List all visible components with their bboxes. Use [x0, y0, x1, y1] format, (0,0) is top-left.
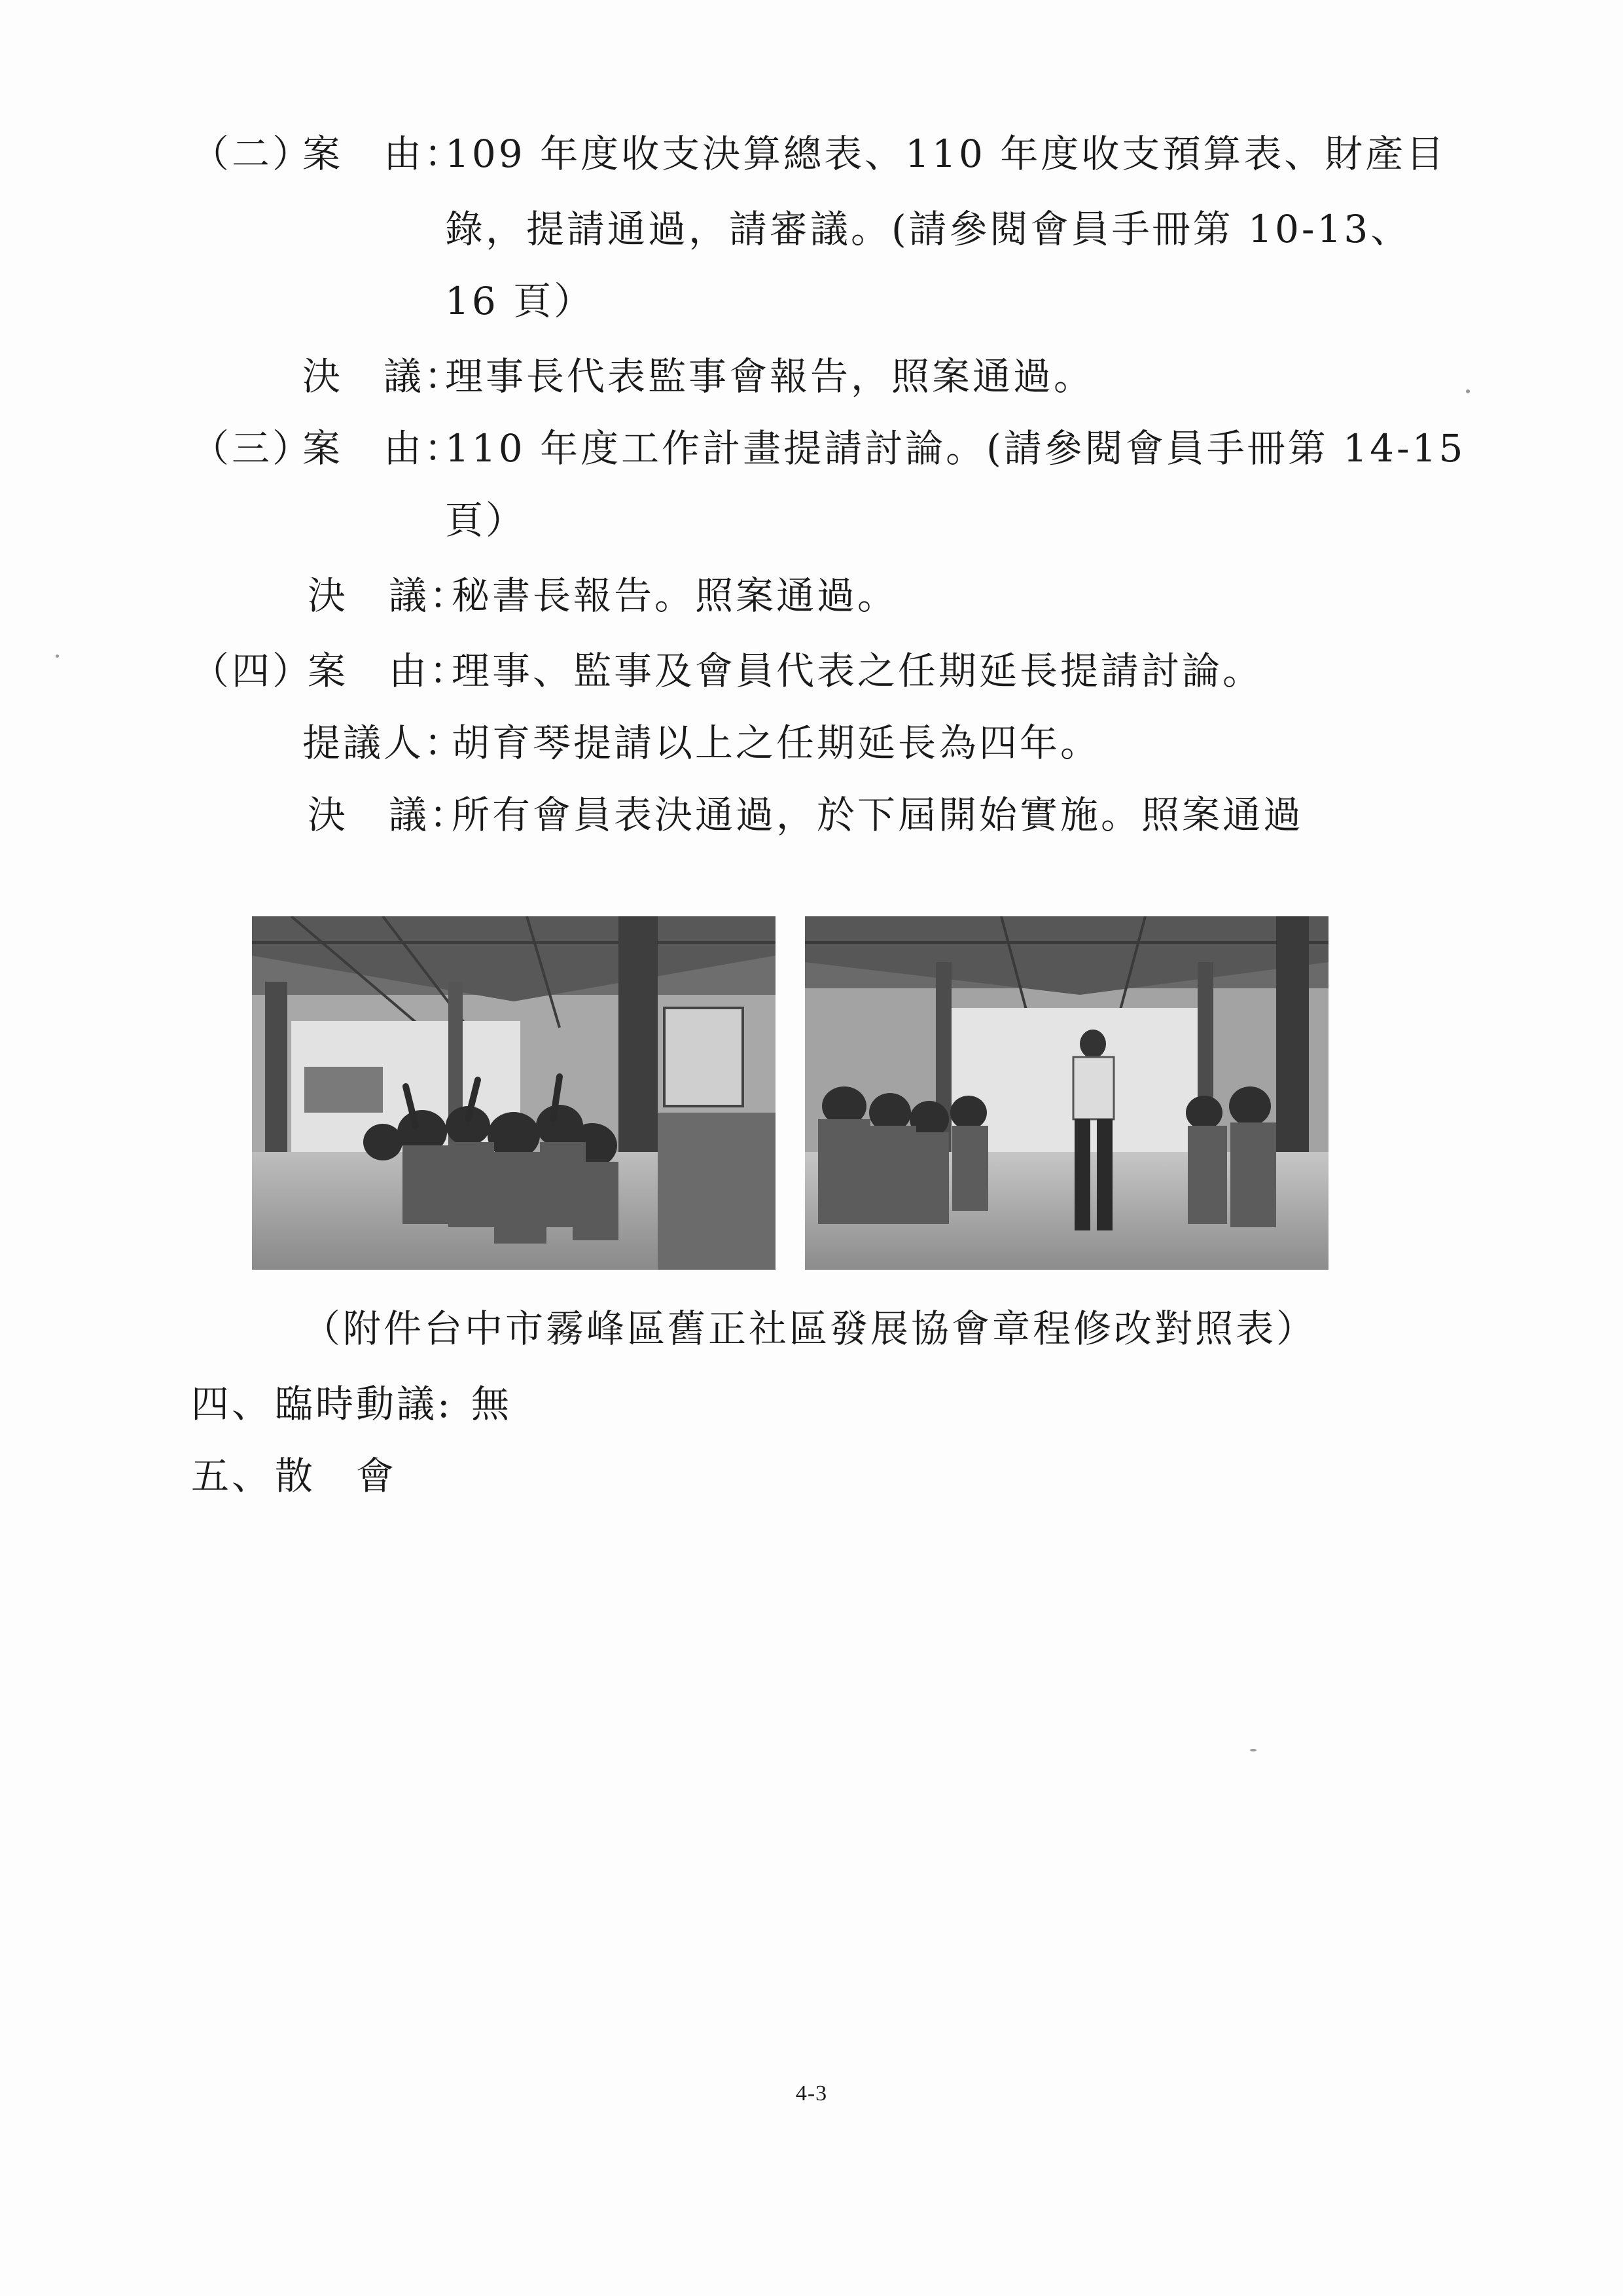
scan-speck — [56, 655, 59, 658]
meeting-photo-left — [252, 916, 776, 1270]
item-4-case-label: 案 由： — [308, 649, 471, 693]
item-4-resolution-label: 決 議： — [308, 793, 471, 837]
section-4-number: 四、 — [191, 1382, 273, 1426]
page-number: 4-3 — [795, 2081, 828, 2106]
item-2-case-label: 案 由： — [302, 132, 465, 176]
item-2-case-line-1: 109 年度收支決算總表、110 年度收支預算表、財產目 — [445, 132, 1447, 176]
item-4-proposer-text: 胡育琴提請以上之任期延長為四年。 — [452, 721, 1101, 765]
item-2-number: （二） — [191, 132, 313, 176]
item-4-proposer-label: 提議人： — [302, 721, 465, 765]
section-4-value: 無 — [471, 1382, 512, 1426]
item-3-resolution-label: 決 議： — [308, 573, 471, 618]
attachment-note: （附件台中市霧峰區舊正社區發展協會章程修改對照表） — [302, 1306, 1317, 1351]
scan-speck — [1250, 1749, 1257, 1751]
section-5-number: 五、 — [191, 1454, 273, 1498]
section-4-title: 臨時動議: — [275, 1382, 453, 1426]
item-4-resolution-text: 所有會員表決通過，於下屆開始實施。照案通過 — [452, 793, 1304, 837]
item-2-case-line-2: 錄，提請通過，請審議。(請參閱會員手冊第 10-13、 — [445, 207, 1412, 251]
item-2-resolution-text: 理事長代表監事會報告，照案通過。 — [445, 354, 1095, 399]
item-3-resolution-text: 秘書長報告。照案通過。 — [452, 573, 899, 618]
item-4-case-line-1: 理事、監事及會員代表之任期延長提請討論。 — [452, 649, 1264, 693]
item-3-case-line-2: 頁） — [445, 498, 527, 543]
meeting-photo-right — [805, 916, 1329, 1270]
scan-speck — [1466, 389, 1470, 393]
item-3-number: （三） — [191, 426, 313, 471]
item-4-number: （四） — [191, 649, 313, 693]
meeting-photo-icon — [805, 916, 1329, 1270]
item-2-resolution-label: 決 議： — [302, 354, 465, 399]
meeting-photo-icon — [252, 916, 776, 1270]
section-5-title: 散 會 — [275, 1454, 397, 1498]
item-3-case-label: 案 由： — [302, 426, 465, 471]
item-3-case-line-1: 110 年度工作計畫提請討論。(請參閱會員手冊第 14-15 — [445, 426, 1466, 471]
item-2-case-line-3: 16 頁） — [445, 279, 595, 323]
